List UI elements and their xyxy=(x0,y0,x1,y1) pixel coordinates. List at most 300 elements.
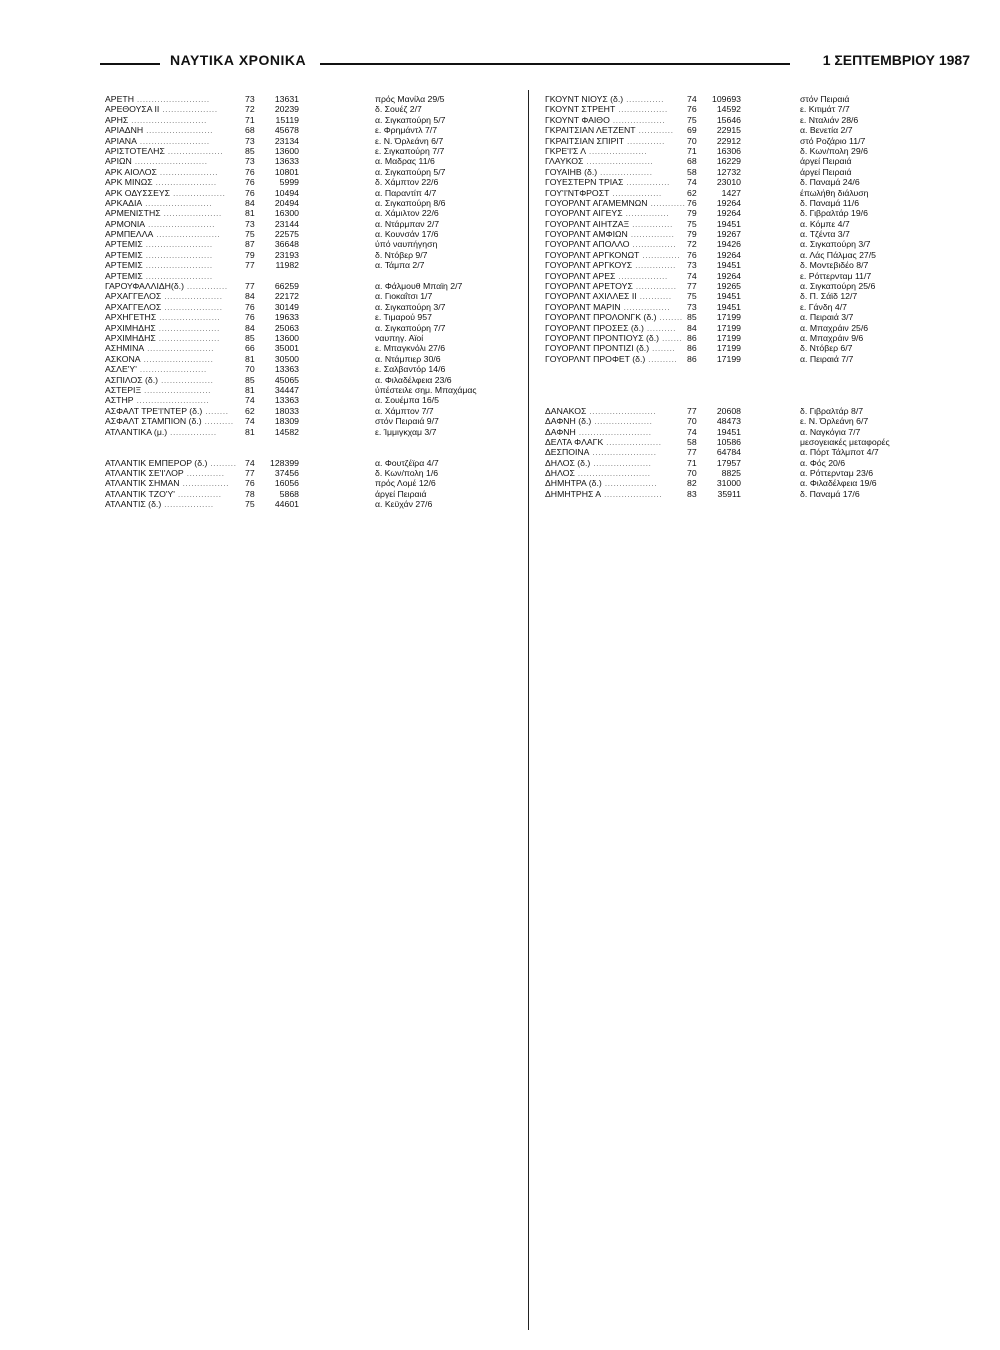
build-year: 70 xyxy=(687,135,697,146)
tonnage: 17957 xyxy=(716,457,741,468)
build-year: 58 xyxy=(687,166,697,177)
ship-name: ΓΟΥΟΡΛΝΤ ΑΡΓΚΟΝΩΤ ............. xyxy=(545,249,681,260)
dot-leader: .............. xyxy=(632,260,676,271)
ship-name: ΑΡΤΕΜΙΣ ....................... xyxy=(105,260,213,271)
tonnage: 19264 xyxy=(716,270,741,281)
ship-name: ΔΑΦΝΗ ......................... xyxy=(545,426,652,437)
ship-row xyxy=(105,499,520,509)
ship-name: ΔΗΜΗΤΡΑ (δ.) .................. xyxy=(545,478,658,489)
tonnage: 44601 xyxy=(274,499,299,510)
ship-row xyxy=(105,177,520,187)
header-rule-middle xyxy=(320,63,790,65)
ship-row xyxy=(105,104,520,114)
dot-leader: .......... xyxy=(201,416,234,427)
ship-name: ΔΑΦΝΗ (δ.) .................... xyxy=(545,416,653,427)
tonnage: 17199 xyxy=(716,322,741,333)
tonnage: 5999 xyxy=(279,177,299,188)
ship-row xyxy=(545,447,975,457)
ship-row xyxy=(105,239,520,249)
tonnage: 12732 xyxy=(716,166,741,177)
ship-name: ΑΡΜΠΕΛΛΑ ...................... xyxy=(105,229,221,240)
build-year: 81 xyxy=(245,426,255,437)
build-year: 75 xyxy=(245,499,255,510)
build-year: 76 xyxy=(245,166,255,177)
ship-row xyxy=(545,468,975,478)
tonnage: 23010 xyxy=(716,177,741,188)
ship-row xyxy=(105,281,520,291)
ship-position: δ. Παναμά 11/6 xyxy=(800,197,860,208)
tonnage: 109693 xyxy=(712,94,741,104)
ship-name: ΓΟΥΟΡΛΝΤ ΠΡΟΣΕΣ (δ.) .......... xyxy=(545,322,676,333)
tonnage: 19426 xyxy=(716,239,741,250)
ship-row xyxy=(105,427,520,437)
ship-row xyxy=(105,364,520,374)
tonnage: 36648 xyxy=(274,239,299,250)
tonnage: 37456 xyxy=(274,468,299,479)
ship-row xyxy=(545,125,975,135)
ship-name: ΓΚΡΕ'Ι'Σ Λ .................... xyxy=(545,145,648,156)
ship-position: α. Χάμπτον 7/7 xyxy=(375,405,434,416)
ship-row xyxy=(545,354,975,364)
dot-leader: ............. xyxy=(624,135,665,146)
ship-position: α. Ρόττερνταμ 23/6 xyxy=(800,468,874,479)
ship-position: δ. Μοντεβιδέο 8/7 xyxy=(800,260,869,271)
ship-row xyxy=(545,427,975,437)
dot-leader: ......................... xyxy=(131,156,208,167)
ship-row xyxy=(105,343,520,353)
ship-name: ΓΛΑΥΚΟΣ ....................... xyxy=(545,156,654,167)
ship-row xyxy=(105,302,520,312)
header-rule-left xyxy=(100,63,160,65)
ship-row xyxy=(105,136,520,146)
ship-position: α. Σιγκαπούρη 5/7 xyxy=(375,114,446,125)
build-year: 76 xyxy=(245,478,255,489)
tonnage: 20239 xyxy=(274,104,299,115)
ship-row xyxy=(105,291,520,301)
ship-name: ΑΡΜΟΝΙΑ ....................... xyxy=(105,218,216,229)
tonnage: 15646 xyxy=(716,114,741,125)
ship-name: ΑΣΦΑΛΤ ΣΤΑΜΠΙΟΝ (δ.) .......... xyxy=(105,416,234,427)
dot-leader: ................. xyxy=(161,499,214,510)
ship-position: μεσογειακές μεταφορές xyxy=(800,436,890,447)
dot-leader: .................... xyxy=(156,166,219,177)
ship-name: ΔΕΣΠΟΙΝΑ ...................... xyxy=(545,447,657,458)
build-year: 77 xyxy=(687,281,697,292)
build-year: 74 xyxy=(687,270,697,281)
dot-leader: .............. xyxy=(632,281,677,292)
ship-name: ΑΡΙΑΔΝΗ ....................... xyxy=(105,125,214,136)
ship-name: ΓΟΥΟΡΛΝΤ ΑΠΟΛΛΟ ............... xyxy=(545,239,677,250)
build-year: 69 xyxy=(687,125,697,136)
ship-row xyxy=(545,416,975,426)
dot-leader: ..................... xyxy=(155,322,220,333)
dot-leader: ............ xyxy=(635,125,674,136)
ship-position: δ. Σουέζ 2/7 xyxy=(375,104,422,115)
dot-leader: .............. xyxy=(183,281,228,292)
ship-row xyxy=(105,416,520,426)
ship-name: ΔΕΛΤΑ ΦΛΑΓΚ ................... xyxy=(545,436,662,447)
ship-row xyxy=(105,250,520,260)
ship-name: ΑΡΧΙΜΗΔΗΣ ..................... xyxy=(105,332,220,343)
dot-leader: ......... xyxy=(207,457,237,468)
ship-row xyxy=(545,478,975,488)
ship-name: ΓΟΥΟΡΛΝΤ ΠΡΟΝΤΙΟΥΣ (δ.) ....... xyxy=(545,332,683,343)
ship-name: ΑΡΚ ΑΙΟΛΟΣ .................... xyxy=(105,166,219,177)
dot-leader: .................. xyxy=(158,374,214,385)
ship-name: ΓΟΥΟΡΛΝΤ ΑΜΦΙΩΝ ............... xyxy=(545,229,675,240)
ship-position: δ. Κων/πολη 1/6 xyxy=(375,468,439,479)
ship-name: ΔΗΜΗΤΡΗΣ Α .................... xyxy=(545,488,663,499)
dot-leader: .......... xyxy=(645,353,678,364)
ship-row xyxy=(545,437,975,447)
ship-position: ε. Τιμαρού 957 xyxy=(375,312,432,323)
build-year: 62 xyxy=(245,405,255,416)
ship-position: ε. Ρόττερνταμ 11/7 xyxy=(800,270,872,281)
tonnage: 13633 xyxy=(274,156,299,167)
ship-name: ΑΤΛΑΝΤΙΣ (δ.) ................. xyxy=(105,499,214,510)
dot-leader: ....................... xyxy=(141,384,212,395)
tonnage: 15119 xyxy=(275,114,299,125)
dot-leader: ....................... xyxy=(142,239,213,250)
build-year: 84 xyxy=(687,322,697,333)
ship-row xyxy=(545,239,975,249)
dot-leader: ................. xyxy=(615,270,668,281)
build-year: 73 xyxy=(245,218,255,229)
build-year: 70 xyxy=(687,468,697,479)
ship-name: ΓΚΟΥΝΤ ΝΙΟΥΣ (δ.) ............. xyxy=(545,94,664,104)
dot-leader: ....... xyxy=(659,332,683,343)
dot-leader: ........ xyxy=(656,312,683,323)
tonnage: 16300 xyxy=(274,208,299,219)
build-year: 75 xyxy=(687,218,697,229)
ship-name: ΓΚΡΑΙΤΣΙΑΝ ΣΠΙΡΙΤ ............. xyxy=(545,135,665,146)
ship-name: ΓΟΥ'Ι'ΝΤΦΡΟΣΤ ................. xyxy=(545,187,662,198)
dot-leader: ....................... xyxy=(145,218,216,229)
build-year: 62 xyxy=(687,187,697,198)
ship-position: α. Φάλμουθ Μπαϊη 2/7 xyxy=(375,281,463,292)
ship-name: ΓΟΥΟΡΛΝΤ ΑΙΓΕΥΣ ............... xyxy=(545,208,670,219)
build-year: 68 xyxy=(687,156,697,167)
ship-name: ΑΤΛΑΝΤΙΚ ΕΜΠΕΡΟΡ (δ.) ......... xyxy=(105,457,237,468)
tonnage: 31000 xyxy=(716,478,741,489)
ship-position: ε. Μπαγκνόλι 27/6 xyxy=(375,343,446,354)
ship-row xyxy=(105,354,520,364)
ship-row xyxy=(545,104,975,114)
dot-leader: .................. xyxy=(601,478,658,489)
build-year: 75 xyxy=(245,229,255,240)
ship-row xyxy=(105,333,520,343)
build-year: 74 xyxy=(245,416,255,427)
ship-position: α. Φουτζέϊρα 4/7 xyxy=(375,457,439,468)
ship-row xyxy=(545,136,975,146)
ship-name: ΓΑΡΟΥΦΑΛΛΙΔΗ(δ.) .............. xyxy=(105,281,228,292)
ship-position: α. Χάμιλτον 22/6 xyxy=(375,208,439,219)
ship-position: ε. Κιτιμάτ 7/7 xyxy=(800,104,850,115)
ship-name: ΑΡΜΕΝΙΣΤΗΣ .................... xyxy=(105,208,222,219)
build-year: 72 xyxy=(245,104,255,115)
ship-name: ΑΡΚΑΔΙΑ ....................... xyxy=(105,197,213,208)
ship-row xyxy=(105,260,520,270)
ship-row xyxy=(545,94,975,104)
build-year: 85 xyxy=(245,332,255,343)
tonnage: 19265 xyxy=(716,281,741,292)
ship-row xyxy=(545,260,975,270)
ship-position: α. Σιγκαπούρη 8/6 xyxy=(375,197,446,208)
ship-name: ΑΡΙΣΤΟΤΕΛΗΣ ................... xyxy=(105,145,224,156)
ship-position: δ. Παναμά 24/6 xyxy=(800,177,860,188)
build-year: 77 xyxy=(687,405,697,416)
dot-leader: ........... xyxy=(636,291,672,302)
build-year: 74 xyxy=(687,426,697,437)
dot-leader: ......................... xyxy=(133,94,210,104)
ship-name: ΑΡΧΑΓΓΕΛΟΣ .................... xyxy=(105,301,223,312)
ship-row xyxy=(545,229,975,239)
dot-leader: .................... xyxy=(161,301,223,312)
ship-position: α. Φός 20/6 xyxy=(800,457,846,468)
ship-name: ΓΟΥΟΡΛΝΤ ΑΡΕΣ ................. xyxy=(545,270,668,281)
ship-name: ΑΤΛΑΝΤΙΚ ΣΗΜΑΝ ................ xyxy=(105,478,230,489)
build-year: 85 xyxy=(687,312,697,323)
ship-name: ΑΤΛΑΝΤΙΚ ΣΕ'Ι'ΛΟΡ ............. xyxy=(105,468,225,479)
build-year: 86 xyxy=(687,332,697,343)
ship-name: ΓΚΡΑΙΤΣΙΑΝ ΛΕΤΖΕΝΤ ............ xyxy=(545,125,674,136)
dot-leader: .................... xyxy=(586,145,648,156)
build-year: 75 xyxy=(687,291,697,302)
tonnage: 8825 xyxy=(721,468,741,479)
ship-position: α. Βενετία 2/7 xyxy=(800,125,853,136)
tonnage: 17199 xyxy=(716,332,741,343)
ship-row xyxy=(105,229,520,239)
dot-leader: ....................... xyxy=(586,405,657,416)
ship-position: ναυπηγ. Αϊοί xyxy=(375,332,424,343)
build-year: 68 xyxy=(245,125,255,136)
ship-name: ΓΟΥΟΡΛΝΤ ΑΡΓΚΟΥΣ .............. xyxy=(545,260,676,271)
ship-row xyxy=(105,219,520,229)
ship-name: ΓΟΥΟΡΛΝΤ ΠΡΟΦΕΤ (δ.) .......... xyxy=(545,353,678,364)
dot-leader: ...................... xyxy=(589,447,657,458)
tonnage: 19264 xyxy=(716,249,741,260)
ship-position: ύπό ναυπήγηση xyxy=(375,239,438,250)
build-year: 76 xyxy=(687,197,697,208)
build-year: 77 xyxy=(245,260,255,271)
dot-leader: ....................... xyxy=(583,156,654,167)
ship-row xyxy=(545,385,975,395)
ship-name: ΑΤΛΑΝΤΙΚΑ (μ.) ................ xyxy=(105,426,217,437)
ship-row xyxy=(545,167,975,177)
ship-name: ΔΗΛΟΣ ......................... xyxy=(545,468,651,479)
ship-position: α. Μπαχράιν 25/6 xyxy=(800,322,869,333)
ship-position: α. Κουνσάν 17/6 xyxy=(375,229,439,240)
ship-name: ΑΡΗΣ .......................... xyxy=(105,114,207,125)
ship-position: άργεί Πειραιά xyxy=(375,488,427,499)
tonnage: 64784 xyxy=(716,447,741,458)
build-year: 86 xyxy=(687,353,697,364)
tonnage: 22912 xyxy=(716,135,741,146)
ship-name: ΑΤΛΑΝΤΙΚ ΤΖΟ'Υ' ............... xyxy=(105,488,222,499)
dot-leader: .................. xyxy=(170,187,226,198)
build-year: 85 xyxy=(245,145,255,156)
build-year: 77 xyxy=(245,281,255,292)
tonnage: 35911 xyxy=(717,488,741,499)
tonnage: 19267 xyxy=(716,229,741,240)
build-year: 76 xyxy=(245,187,255,198)
ship-row xyxy=(545,406,975,416)
build-year: 81 xyxy=(245,208,255,219)
ship-position: α. Κεϋχάν 27/6 xyxy=(375,499,433,510)
tonnage: 23134 xyxy=(274,135,299,146)
ship-position: άργεί Πειραιά xyxy=(800,156,852,167)
ship-position: δ. Χάμπτον 22/6 xyxy=(375,177,439,188)
tonnage: 20494 xyxy=(274,197,299,208)
ship-row xyxy=(105,385,520,395)
dot-leader: ............... xyxy=(629,239,677,250)
build-year: 58 xyxy=(687,436,697,447)
dot-leader: ....................... xyxy=(143,125,214,136)
ship-row xyxy=(545,281,975,291)
dot-leader: .................. xyxy=(609,114,666,125)
publication-title: ΝΑΥΤΙΚΑ ΧΡΟΝΙΚΑ xyxy=(170,52,307,68)
build-year: 76 xyxy=(245,177,255,188)
tonnage: 35001 xyxy=(274,343,299,354)
dot-leader: ................. xyxy=(609,187,662,198)
ship-name: ΔΗΛΟΣ (δ.) .................... xyxy=(545,457,652,468)
build-year: 84 xyxy=(245,322,255,333)
ship-name: ΑΣΚΟΝΑ ........................ xyxy=(105,353,214,364)
build-year: 79 xyxy=(245,249,255,260)
dot-leader: ..................... xyxy=(152,177,217,188)
ship-row xyxy=(105,468,520,478)
tonnage: 16056 xyxy=(274,478,299,489)
ship-position: δ. Παναμά 17/6 xyxy=(800,488,860,499)
ship-row xyxy=(105,208,520,218)
tonnage: 22575 xyxy=(274,229,299,240)
tonnage: 23193 xyxy=(274,249,299,260)
ship-position: α. Ναγκόγια 7/7 xyxy=(800,426,861,437)
dot-leader: ....................... xyxy=(142,270,213,281)
ship-row xyxy=(545,291,975,301)
ship-row xyxy=(105,167,520,177)
ship-position: στόν Πειραιά 9/7 xyxy=(375,416,439,427)
dot-leader: ............... xyxy=(622,208,670,219)
ship-name: ΑΡΧΙΜΗΔΗΣ ..................... xyxy=(105,322,220,333)
tonnage: 19451 xyxy=(716,260,741,271)
build-year: 73 xyxy=(245,135,255,146)
ship-name: ΓΚΟΥΝΤ ΦΑΙΘΟ .................. xyxy=(545,114,666,125)
ship-position: πρός Λομέ 12/6 xyxy=(375,478,436,489)
dot-leader: ................... xyxy=(159,104,218,115)
build-year: 73 xyxy=(687,301,697,312)
dot-leader: ................. xyxy=(615,104,668,115)
ship-name: ΑΡΚ ΜΙΝΩΣ ..................... xyxy=(105,177,217,188)
ship-position: α. Τζέντα 3/7 xyxy=(800,229,850,240)
dot-leader: ....................... xyxy=(144,343,215,354)
build-year: 74 xyxy=(687,177,697,188)
tonnage: 18033 xyxy=(274,405,299,416)
ship-name: ΑΣΦΑΛΤ ΤΡΕ'Ι'ΝΤΕΡ (δ.) ........ xyxy=(105,405,229,416)
build-year: 87 xyxy=(245,239,255,250)
ship-row xyxy=(105,395,520,405)
dot-leader: ......................... xyxy=(133,395,210,406)
ship-row xyxy=(545,343,975,353)
ship-name: ΓΟΥΟΡΛΝΤ ΑΙΗΤΖΑΞ .............. xyxy=(545,218,673,229)
ship-name: ΑΡΕΤΗ ......................... xyxy=(105,94,210,104)
build-year: 82 xyxy=(687,478,697,489)
ship-name: ΑΡΕΘΟΥΣΑ ΙΙ ................... xyxy=(105,104,218,115)
build-year: 79 xyxy=(687,208,697,219)
ship-position: άργεί Πειραιά xyxy=(800,166,852,177)
build-year: 85 xyxy=(245,374,255,385)
tonnage: 25063 xyxy=(274,322,299,333)
ship-name: ΑΡΙΑΝΑ ........................ xyxy=(105,135,210,146)
ship-name: ΓΟΥΕΣΤΕΡΝ ΤΡΙΑΣ ............... xyxy=(545,177,670,188)
build-year: 86 xyxy=(687,343,697,354)
ship-row xyxy=(545,375,975,385)
dot-leader: ................ xyxy=(167,426,217,437)
build-year: 74 xyxy=(245,457,255,468)
ship-position: α. Πόρτ Τάλμποτ 4/7 xyxy=(800,447,879,458)
build-year: 79 xyxy=(687,229,697,240)
tonnage: 16306 xyxy=(716,145,741,156)
tonnage: 13600 xyxy=(274,145,299,156)
tonnage: 10494 xyxy=(274,187,299,198)
ship-position: ε. Σαλβαντόρ 14/6 xyxy=(375,364,446,375)
ship-list-left-column xyxy=(105,94,520,510)
dot-leader: ....................... xyxy=(142,197,213,208)
dot-leader: ...................... xyxy=(153,229,221,240)
ship-position: δ. Γιβραλτάρ 8/7 xyxy=(800,405,864,416)
ship-row xyxy=(545,208,975,218)
ship-name: ΓΟΥΟΡΛΝΤ ΑΡΕΤΟΥΣ .............. xyxy=(545,281,677,292)
dot-leader: ......................... xyxy=(575,426,652,437)
ship-row xyxy=(105,323,520,333)
tonnage: 16229 xyxy=(716,156,741,167)
ship-row xyxy=(545,458,975,468)
build-year: 74 xyxy=(687,94,697,104)
ship-name: ΑΡΧΑΓΓΕΛΟΣ .................... xyxy=(105,291,223,302)
dot-leader: ......................... xyxy=(574,468,651,479)
tonnage: 19451 xyxy=(716,291,741,302)
ship-row xyxy=(105,447,520,457)
page-header xyxy=(100,52,970,76)
ship-row xyxy=(105,198,520,208)
ship-row xyxy=(105,406,520,416)
ship-position: δ. Π. Σάϊδ 12/7 xyxy=(800,291,858,302)
build-year: 76 xyxy=(687,249,697,260)
tonnage: 19264 xyxy=(716,208,741,219)
ship-position: α. Λάς Πάλμας 27/5 xyxy=(800,249,876,260)
tonnage: 18309 xyxy=(274,416,299,427)
dot-leader: .......................... xyxy=(128,114,207,125)
ship-position: δ. Ντόβερ 6/7 xyxy=(800,343,853,354)
dot-leader: ....................... xyxy=(142,249,213,260)
ship-row xyxy=(105,146,520,156)
tonnage: 19633 xyxy=(274,312,299,323)
build-year: 71 xyxy=(687,145,697,156)
ship-position: έπωλήθη διάλυση xyxy=(800,187,869,198)
ship-position: α. Σιγκαπούρη 25/6 xyxy=(800,281,876,292)
ship-position: ε. Ίμμιγκχαμ 3/7 xyxy=(375,426,437,437)
tonnage: 30500 xyxy=(274,353,299,364)
tonnage: 17199 xyxy=(716,343,741,354)
ship-row xyxy=(545,323,975,333)
ship-row xyxy=(105,156,520,166)
ship-position: δ. Γιβραλτάρ 19/6 xyxy=(800,208,868,219)
tonnage: 13363 xyxy=(274,364,299,375)
ship-row xyxy=(105,375,520,385)
ship-name: ΑΣΠΙΛΟΣ (δ.) .................. xyxy=(105,374,214,385)
ship-name: ΓΟΥΑΙΗΒ (δ.) .................. xyxy=(545,166,653,177)
build-year: 71 xyxy=(687,457,697,468)
